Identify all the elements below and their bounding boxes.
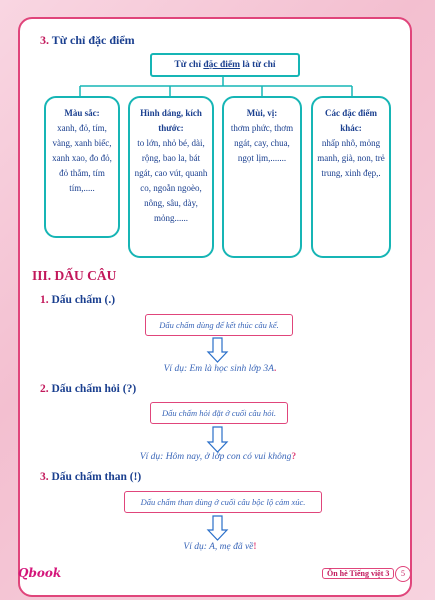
dau-cham-hoi-example-text: Ví dụ: Hôm nay, ở lớp con có vui không [139, 452, 292, 462]
section-iii-title: III. DẤU CÂU [32, 268, 117, 283]
dau-cham-example-mark: . [273, 364, 277, 374]
section-3-title: Từ chỉ đặc điểm [51, 33, 135, 47]
qbook-logo: Qbook [18, 566, 62, 580]
dau-cham-hoi-example-mark: ? [291, 452, 297, 462]
definition-prefix: Từ chỉ [174, 60, 204, 70]
card-body: nhấp nhô, mỏng manh, già, non, trẻ trung, xinh đẹp,. [317, 138, 385, 178]
dau-cham-than-rule-box: Dấu chấm than dùng ở cuối câu bộc lộ cảm xúc. [124, 491, 322, 513]
card-mau-sac [44, 96, 120, 238]
card-hinh-dang [128, 96, 214, 258]
dau-cham-hoi-heading [40, 383, 136, 395]
dau-cham-hoi-example [95, 452, 341, 462]
page-number: 5 [395, 566, 411, 582]
card-body: thơm phức, thơm ngát, cay, chua, ngọt lịm,....... [230, 123, 294, 163]
card-title: Hình dáng, kích thước: [140, 108, 202, 133]
dau-cham-title: Dấu chấm (.) [51, 294, 116, 306]
card-body: to lớn, nhỏ bé, dài, rộng, bao la, bát ngát, cao vút, quanh co, ngoằn ngoèo, nông, sâu, dày, mỏng...... [134, 138, 208, 223]
section-3-heading [40, 33, 135, 48]
card-title: Mùi, vị: [246, 108, 278, 118]
dau-cham-than-heading [40, 471, 141, 483]
dau-cham-than-title: Dấu chấm than (!) [51, 471, 142, 483]
card-mui-vi [222, 96, 302, 258]
card-dac-diem-khac [311, 96, 391, 258]
dau-cham-example [100, 364, 340, 374]
dau-cham-than-example-mark: ! [253, 542, 257, 552]
dau-cham-number: 1. [40, 294, 49, 306]
dau-cham-hoi-rule-box: Dấu chấm hỏi đặt ở cuối câu hỏi. [150, 402, 288, 424]
dau-cham-rule-box: Dấu chấm dùng để kết thúc câu kể. [145, 314, 293, 336]
definition-suffix: là từ chỉ [240, 60, 276, 70]
footer-label: Ôn hè Tiếng việt 3 [322, 568, 394, 579]
dau-cham-hoi-title: Dấu chấm hỏi (?) [51, 383, 137, 395]
definition-box [150, 53, 300, 77]
dau-cham-heading [40, 294, 115, 306]
card-body: xanh, đỏ, tím, vàng, xanh biếc, xanh xao, đo đỏ, đỏ thắm, tím tím,..... [52, 123, 112, 193]
dau-cham-example-text: Ví dụ: Em là học sinh lớp 3A [163, 364, 274, 374]
definition-underlined: đặc điểm [203, 60, 241, 70]
card-title: Các đặc điểm khác: [325, 108, 377, 133]
dau-cham-hoi-number: 2. [40, 383, 49, 395]
card-title: Màu sắc: [64, 108, 100, 118]
section-3-number: 3. [40, 33, 49, 47]
dau-cham-than-number: 3. [40, 471, 49, 483]
dau-cham-than-example-text: Ví dụ: A, mẹ đã về [183, 542, 254, 552]
dau-cham-than-example [110, 542, 330, 552]
